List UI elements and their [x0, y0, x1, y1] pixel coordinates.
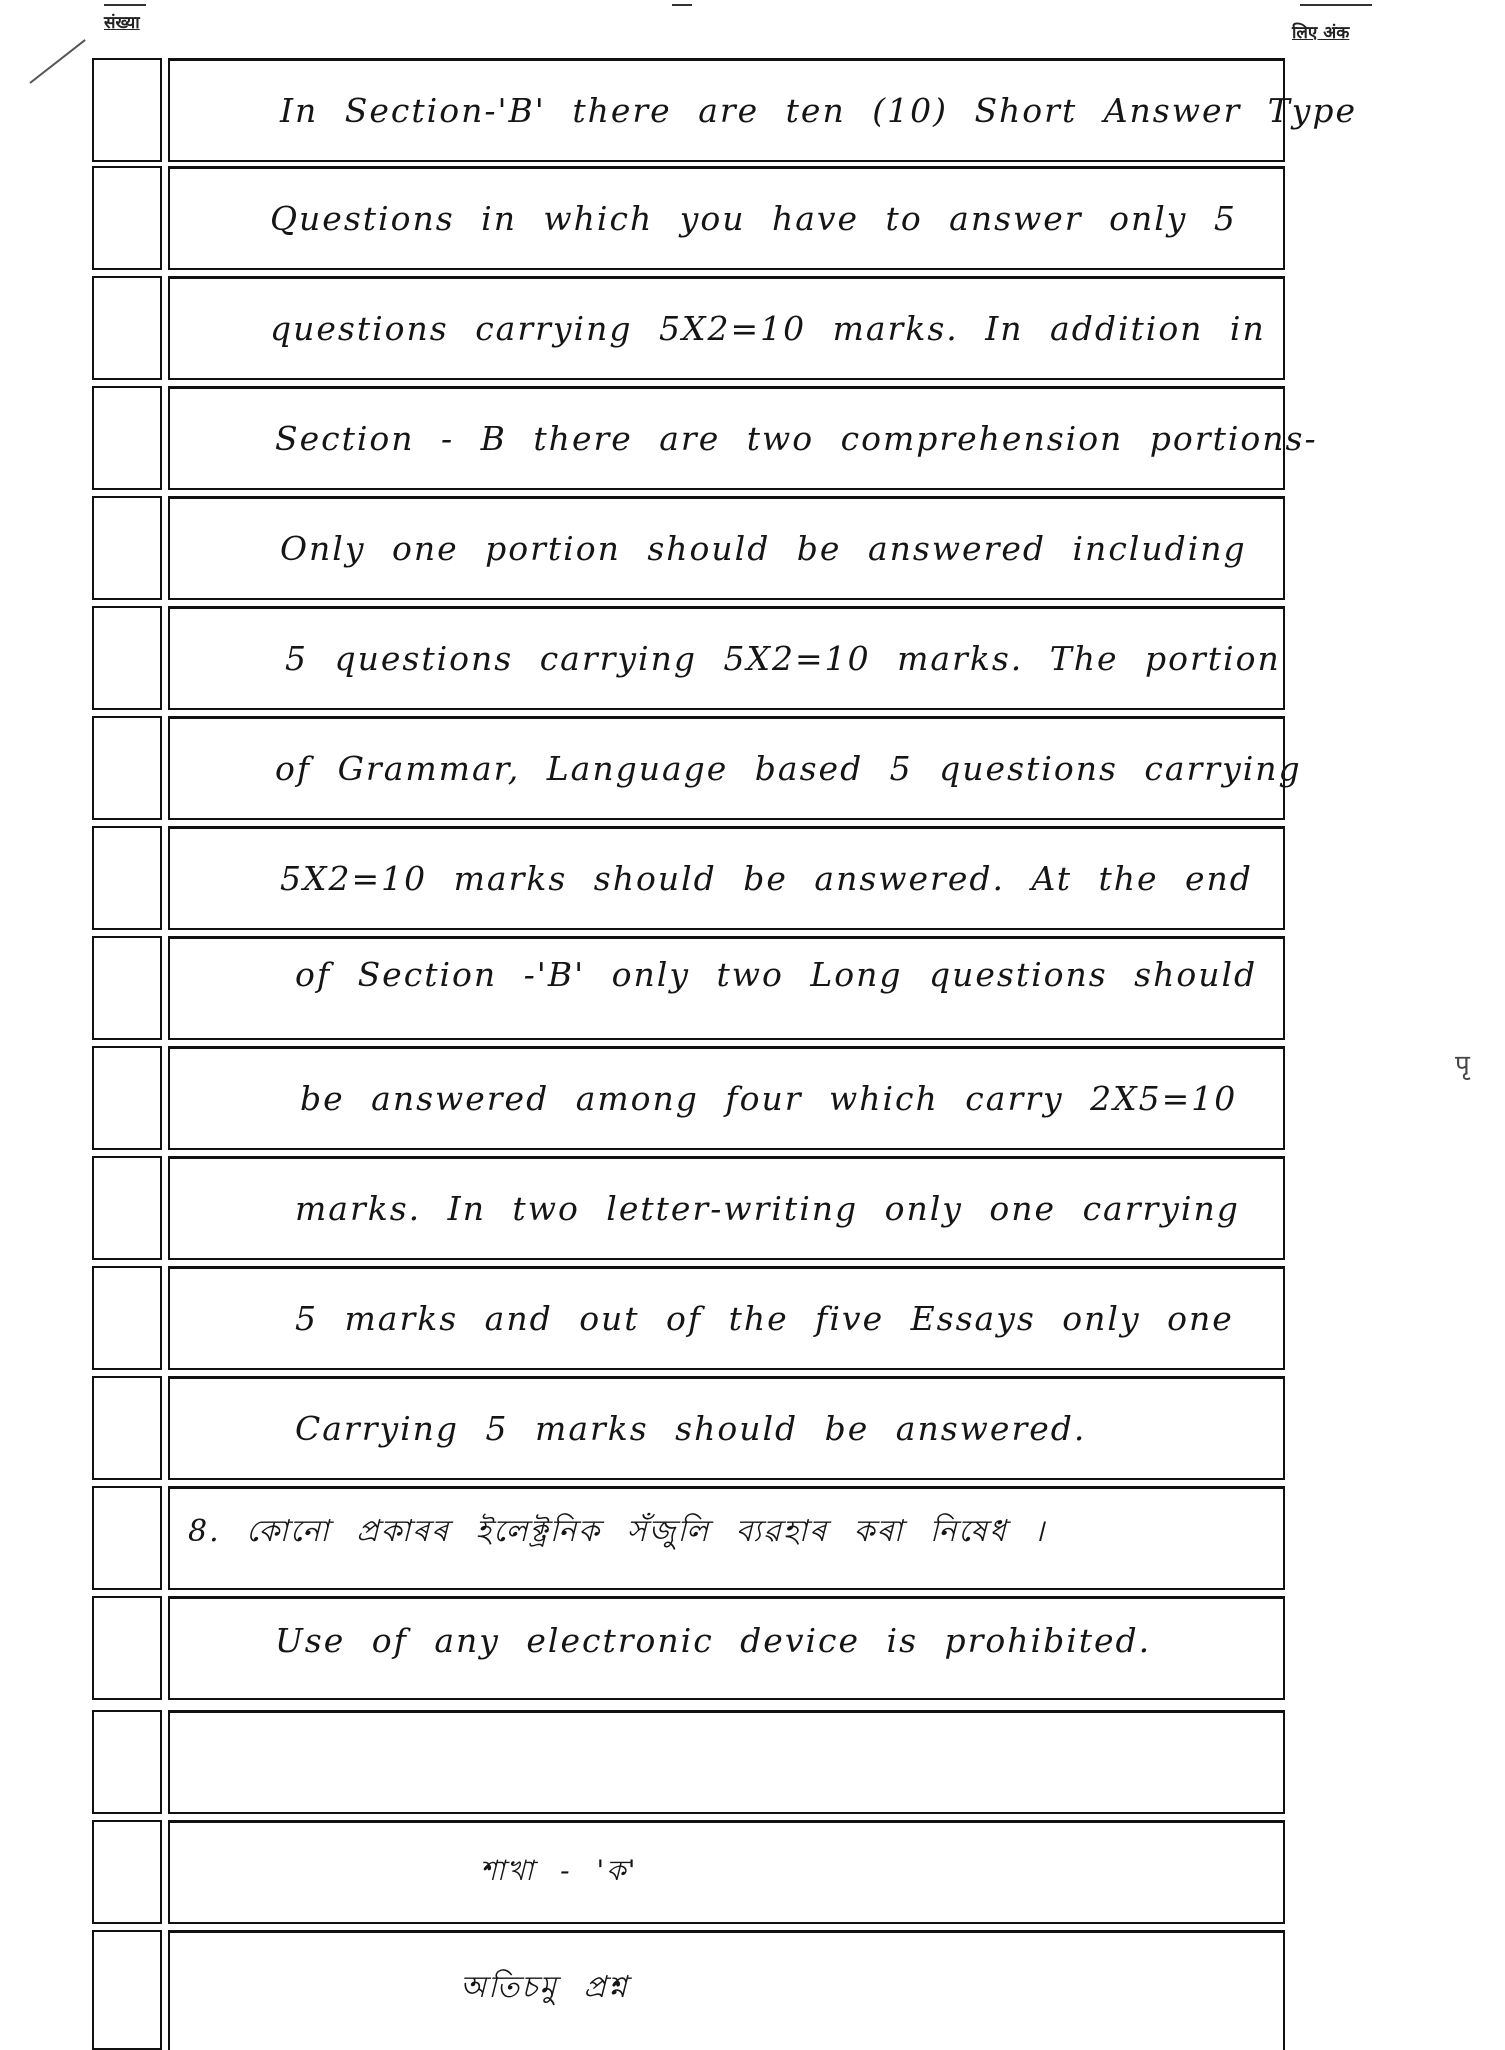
answer-row [92, 166, 1285, 270]
answer-text-cell[interactable] [168, 1266, 1285, 1370]
answer-text-cell[interactable] [168, 1376, 1285, 1480]
answer-line-text: of Section -'B' only two Long questions should [295, 955, 1258, 994]
answer-text-cell[interactable] [168, 1930, 1285, 2050]
question-number-cell[interactable] [92, 1156, 162, 1260]
question-number-cell[interactable] [92, 58, 162, 162]
answer-line-text: Use of any electronic device is prohibited. [275, 1621, 1152, 1660]
question-number-cell[interactable] [92, 1596, 162, 1700]
question-number-cell[interactable] [92, 1710, 162, 1814]
answer-row [92, 1376, 1285, 1480]
margin-page-mark: पृ [1455, 1050, 1468, 1080]
answer-line-text: 5X2=10 marks should be answered. At the end [280, 859, 1253, 898]
answer-row [92, 826, 1285, 930]
answer-text-cell[interactable] [168, 606, 1285, 710]
header-rule-right [1300, 0, 1372, 6]
header-rule-middle [672, 0, 692, 6]
section-subheading-text: অতিচমু প্ৰশ্ন [460, 1970, 629, 2005]
answer-line-text: 5 marks and out of the five Essays only one [295, 1299, 1234, 1338]
answer-line-text: of Grammar, Language based 5 questions carrying [275, 749, 1302, 788]
answer-row [92, 386, 1318, 490]
question-number-cell[interactable] [92, 386, 162, 490]
answer-line-text: Carrying 5 marks should be answered. [295, 1409, 1087, 1448]
question-number-cell[interactable] [92, 606, 162, 710]
question-number-cell[interactable] [92, 1266, 162, 1370]
answer-row [92, 58, 1358, 162]
answer-text-cell[interactable] [168, 1046, 1285, 1150]
question-number-cell[interactable] [92, 1376, 162, 1480]
answer-line-text: Questions in which you have to answer only 5 [270, 199, 1237, 238]
question-number-cell[interactable] [92, 496, 162, 600]
question-number-cell[interactable] [92, 1930, 162, 2050]
question-number-cell[interactable] [92, 1820, 162, 1924]
answer-line-text: In Section-'B' there are ten (10) Short Answer Type [280, 91, 1358, 130]
answer-line-text: 8. কোনো প্ৰকাৰৰ ইলেক্ট্ৰনিক সঁজুলি ব্যৱহাৰ কৰা নিষেধ । [188, 1514, 1046, 1549]
header-label-serial: संख्या [104, 13, 140, 33]
answer-row [92, 1046, 1285, 1150]
answer-text-cell[interactable] [168, 276, 1285, 380]
answer-text-cell[interactable] [168, 936, 1285, 1040]
answer-line-text: 5 questions carrying 5X2=10 marks. The portion [285, 639, 1281, 678]
answer-line-text: Section - B there are two comprehension portions- [275, 419, 1318, 458]
answer-text-cell[interactable] [168, 386, 1318, 490]
question-number-cell[interactable] [92, 166, 162, 270]
answer-line-text: marks. In two letter-writing only one carrying [295, 1189, 1240, 1228]
answer-line-text: be answered among four which carry 2X5=10 [300, 1079, 1238, 1118]
answer-row [92, 716, 1302, 820]
answer-row [92, 1266, 1285, 1370]
answer-text-cell[interactable] [168, 716, 1302, 820]
answer-row [92, 1486, 1285, 1590]
answer-row [92, 606, 1285, 710]
answer-row [92, 1820, 1285, 1924]
section-heading-text: শাখা - 'ক' [480, 1854, 638, 1887]
answer-text-cell[interactable] [168, 1156, 1285, 1260]
header-rule-left [104, 0, 146, 6]
question-number-cell[interactable] [92, 716, 162, 820]
answer-text-cell[interactable] [168, 1820, 1285, 1924]
header-label-marks: लिए अंक [1292, 23, 1350, 43]
question-number-cell[interactable] [92, 1046, 162, 1150]
answer-text-cell[interactable] [168, 1596, 1285, 1700]
answer-line-text: questions carrying 5X2=10 marks. In addition in [270, 309, 1266, 348]
pen-stroke-mark [29, 39, 85, 84]
answer-row [92, 1156, 1285, 1260]
answer-text-cell[interactable] [168, 1710, 1285, 1814]
answer-text-cell[interactable] [168, 826, 1285, 930]
answer-line-text: Only one portion should be answered including [280, 529, 1247, 568]
answer-row [92, 1930, 1285, 2050]
question-number-cell[interactable] [92, 826, 162, 930]
answer-row [92, 1710, 1285, 1814]
question-number-cell[interactable] [92, 1486, 162, 1590]
question-number-cell[interactable] [92, 936, 162, 1040]
answer-text-cell[interactable] [168, 166, 1285, 270]
answer-row [92, 276, 1285, 380]
answer-row [92, 496, 1285, 600]
answer-text-cell[interactable] [168, 1486, 1285, 1590]
answer-text-cell[interactable] [168, 496, 1285, 600]
answer-text-cell[interactable] [168, 58, 1358, 162]
answer-row [92, 1596, 1285, 1700]
answer-row [92, 936, 1285, 1040]
question-number-cell[interactable] [92, 276, 162, 380]
